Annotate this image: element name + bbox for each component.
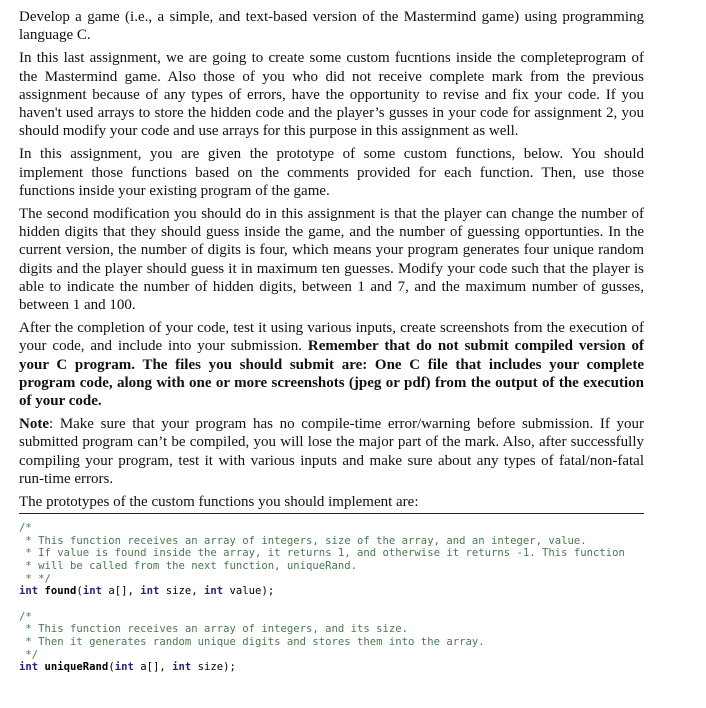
code-line: * If value is found inside the array, it returns 1, and otherwise it returns -1. This function <box>19 547 625 560</box>
code-line: * Then it generates random unique digits and stores them into the array. <box>19 636 485 649</box>
note-label: Note <box>19 416 49 433</box>
intro-paragraph: Develop a game (i.e., a simple, and text-based version of the Mastermind game) using programming language C. <box>19 9 644 44</box>
submission-text: After the completion of your code, test it using various inputs, create screenshots from the execution of your code, and include into your submission. <box>19 320 644 355</box>
code-token: a[], <box>133 661 173 674</box>
code-line: * This function receives an array of integers, size of the array, and an integer, value. <box>19 534 587 547</box>
keyword: int <box>140 585 160 598</box>
prototypes-heading: The prototypes of the custom functions you should implement are: <box>19 493 644 514</box>
code-line: * This function receives an array of integers, and its size. <box>19 623 409 636</box>
note-paragraph <box>19 415 644 488</box>
code-token: size); <box>191 661 236 674</box>
second-modification-paragraph: The second modification you should do in this assignment is that the player can change the number of hidden digits that they should guess inside the game, and the number of guessing opportunties. In the current version, the number of digits is four, which means your program generates four unique random digits and the player should guess it in maximum ten guesses. Modify your code such that the player is able to indicate the number of hidden digits, between 1 and 7, and the maximum number of gusses, between 1 and 100. <box>19 206 644 314</box>
uniquerand-comment <box>19 611 644 661</box>
keyword: int <box>19 585 39 598</box>
code-token: ( <box>76 585 83 598</box>
code-token: ( <box>108 661 115 674</box>
code-line: /* <box>19 522 32 535</box>
keyword: int <box>172 661 192 674</box>
keyword: int <box>114 661 134 674</box>
code-line: /* <box>19 610 32 623</box>
keyword: int <box>204 585 224 598</box>
function-name: uniqueRand <box>44 661 109 674</box>
note-text: : Make sure that your program has no compile-time error/warning before submission. If your submitted program can’t be compiled, you will lose the major part of the mark. Also, after successfully compiling your program, test it with various inputs and make sure about any types of fatal/non-fatal run-time errors. <box>19 416 644 487</box>
code-token: value); <box>223 585 275 598</box>
uniquerand-signature <box>19 661 644 674</box>
code-gap <box>19 598 644 611</box>
code-line: * will be called from the next function, uniqueRand. <box>19 560 358 573</box>
code-token: a[], <box>101 585 141 598</box>
code-line: */ <box>19 648 39 661</box>
prototype-paragraph: In this assignment, you are given the prototype of some custom functions, below. You should implement those functions based on the comments provided for each function. Then, use those functions inside your existing program of the game. <box>19 146 644 199</box>
submission-paragraph <box>19 319 644 410</box>
submission-warning: Remember that do not submit compiled version of your C program. The files you should submit are: One C file that includes your complete program code, along with one or more screenshots (jpeg or pdf) from the output of the execution of your code. <box>19 338 644 410</box>
function-name: found <box>44 585 77 598</box>
found-signature <box>19 585 644 598</box>
keyword: int <box>19 661 39 674</box>
code-token: size, <box>159 585 205 598</box>
code-line: * */ <box>19 572 51 585</box>
found-comment <box>19 522 644 585</box>
last-assignment-paragraph: In this last assignment, we are going to create some custom fucntions inside the completeprogram of the Mastermind game. Also those of you who did not receive complete mark from the previous assignment because of any types of errors, have the opportunity to revise and fix your code. If you haven't used arrays to store the hidden code and the player’s gusses in your code for assignment 2, you should modify your code and use arrays for this purpose in this assignment as well. <box>19 50 644 140</box>
assignment-document <box>19 8 644 674</box>
code-block <box>19 522 644 674</box>
keyword: int <box>82 585 102 598</box>
